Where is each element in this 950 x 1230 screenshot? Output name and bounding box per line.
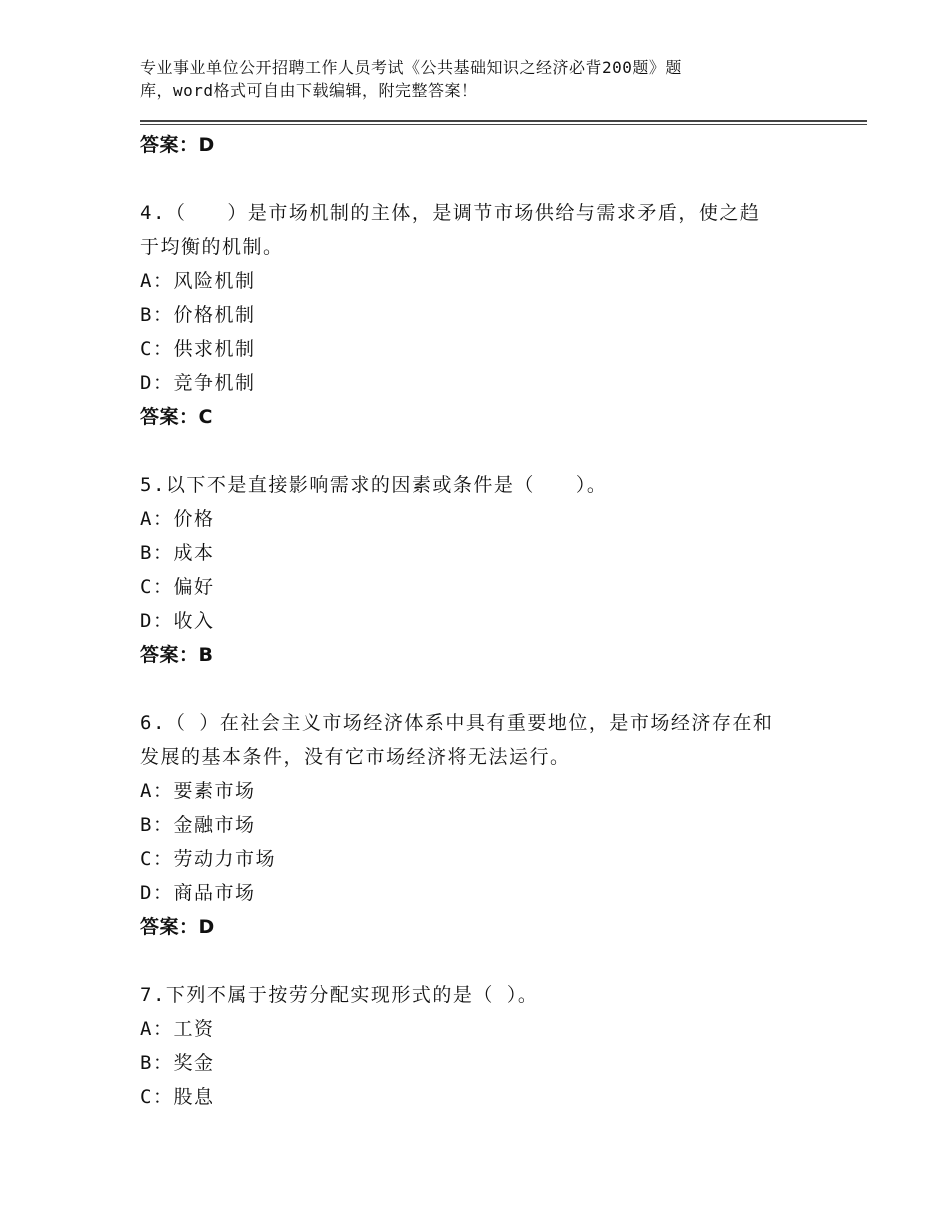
option-b: B：价格机制	[140, 304, 256, 326]
option-c: C：股息	[140, 1086, 215, 1108]
spacer	[140, 434, 860, 468]
option-c: C：劳动力市场	[140, 848, 276, 870]
spacer	[140, 162, 860, 196]
option-a: A：要素市场	[140, 780, 256, 802]
option-a: A：风险机制	[140, 270, 256, 292]
answer: 答案：C	[140, 406, 213, 428]
option-b: B：奖金	[140, 1052, 215, 1074]
header-line-2: 库，word格式可自由下载编辑，附完整答案！	[140, 81, 478, 100]
document-header	[140, 56, 800, 102]
header-line-1: 专业事业单位公开招聘工作人员考试《公共基础知识之经济必背200题》题	[140, 58, 682, 77]
question-stem: 5.以下不是直接影响需求的因素或条件是（ ）。	[140, 474, 608, 496]
question-block	[140, 706, 860, 944]
answer: 答案：B	[140, 644, 214, 666]
option-a: A：价格	[140, 508, 215, 530]
header-rule-thin	[140, 124, 867, 125]
header-rule-thick	[140, 120, 867, 122]
question-block	[140, 978, 860, 1114]
spacer	[140, 944, 860, 978]
question-content	[140, 128, 860, 1114]
question-stem: 发展的基本条件，没有它市场经济将无法运行。	[140, 746, 571, 768]
option-a: A：工资	[140, 1018, 215, 1040]
question-stem: 4.（ ）是市场机制的主体，是调节市场供给与需求矛盾，使之趋	[140, 202, 761, 224]
option-d: D：收入	[140, 610, 215, 632]
question-block	[140, 468, 860, 672]
answer: 答案：D	[140, 916, 215, 938]
question-block	[140, 196, 860, 434]
option-c: C：偏好	[140, 576, 215, 598]
previous-answer: 答案：D	[140, 134, 215, 156]
spacer	[140, 672, 860, 706]
option-c: C：供求机制	[140, 338, 256, 360]
option-b: B：成本	[140, 542, 215, 564]
option-b: B：金融市场	[140, 814, 256, 836]
option-d: D：商品市场	[140, 882, 256, 904]
question-stem: 6.（ ）在社会主义市场经济体系中具有重要地位，是市场经济存在和	[140, 712, 774, 734]
question-stem: 于均衡的机制。	[140, 236, 284, 258]
question-stem: 7.下列不属于按劳分配实现形式的是（ ）。	[140, 984, 539, 1006]
option-d: D：竞争机制	[140, 372, 256, 394]
